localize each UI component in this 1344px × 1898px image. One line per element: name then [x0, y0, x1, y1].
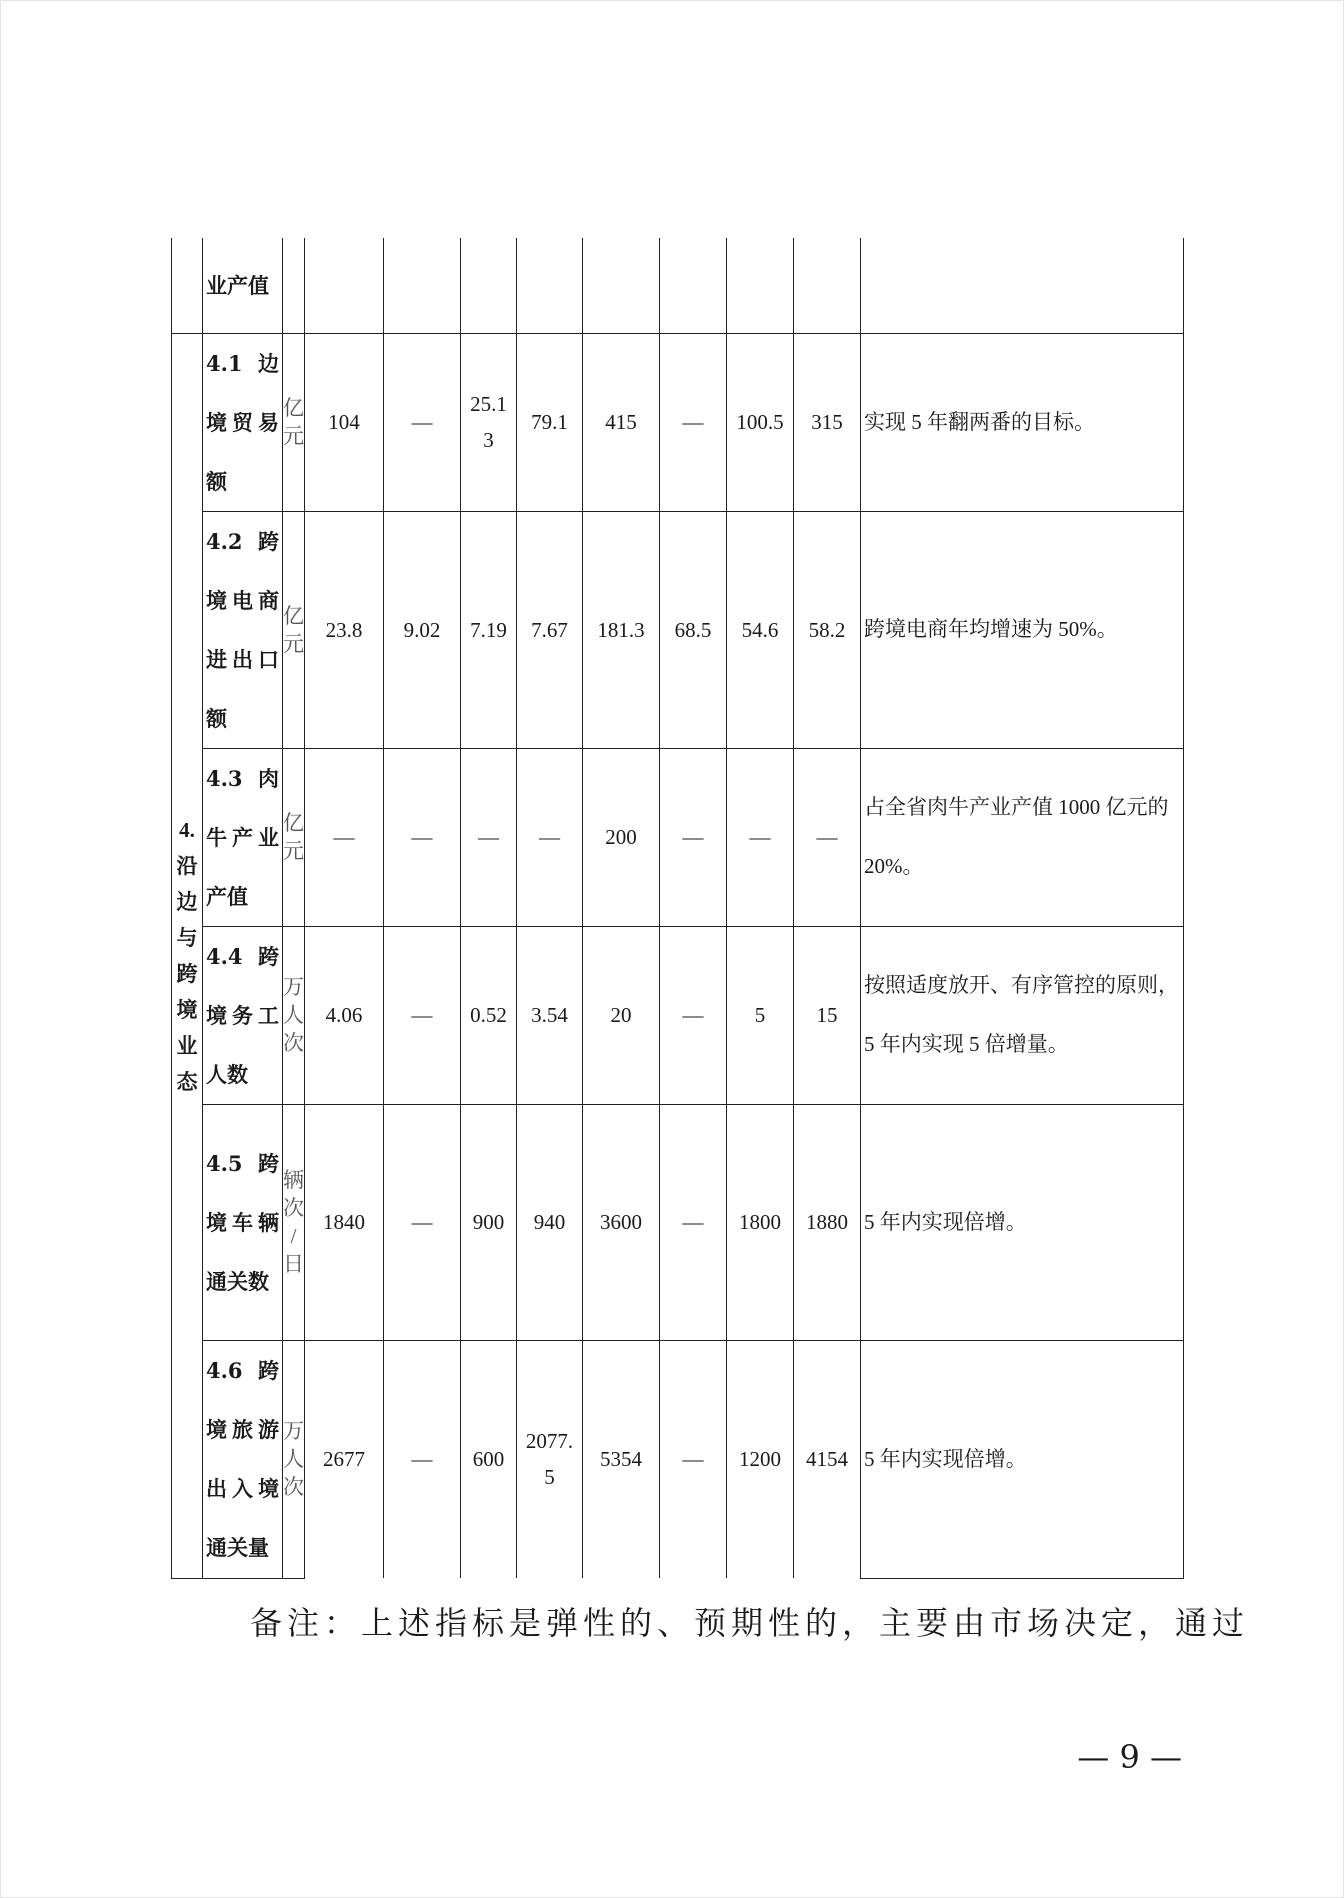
value-text: 7.19 [470, 617, 507, 642]
value-cell [384, 748, 461, 926]
value-cell [384, 511, 461, 748]
value-cell [461, 748, 517, 926]
value-text: 23.8 [325, 617, 363, 642]
unit-cell [283, 1340, 305, 1578]
value-text: 7.67 [531, 617, 568, 642]
value-cell [583, 511, 660, 748]
indicator-name-cell [203, 1340, 283, 1578]
category-label-char: 业 [176, 1033, 198, 1058]
unit-cell [283, 748, 305, 926]
unit-char: 万 [283, 1419, 304, 1443]
value-cell [794, 511, 861, 748]
indicator-name-cell [203, 511, 283, 748]
category-cell-continued [172, 238, 203, 333]
note-cell: 按照适度放开、有序管控的原则，5 年内实现 5 倍增量。 [861, 926, 1184, 1104]
value-text: 20 [610, 1003, 632, 1027]
note-cell: 5 年内实现倍增。 [861, 1340, 1184, 1578]
value-cell [461, 926, 517, 1104]
value-cell [660, 511, 727, 748]
value-text: — [682, 1003, 704, 1027]
category-cell [172, 333, 203, 1578]
value-text: 3.54 [531, 1003, 568, 1027]
value-text: — [478, 825, 499, 849]
value-cell [305, 511, 384, 748]
indicator-name: 4.5 跨境车辆通关数 [206, 1150, 279, 1294]
table-row [172, 333, 1184, 511]
unit-char: 亿 [283, 396, 304, 420]
value-text: 1840 [323, 1210, 365, 1234]
value-text: 2677 [323, 1447, 365, 1472]
value-cell [794, 333, 861, 511]
indicator-name: 4.6 跨境旅游出入境通关量 [206, 1358, 279, 1560]
indicator-name-cell [203, 748, 283, 926]
note-cell: 实现 5 年翻两番的目标。 [861, 333, 1184, 511]
category-label-char: 边 [176, 889, 198, 914]
value-text: 900 [472, 1210, 505, 1234]
value-cell [794, 1340, 861, 1578]
value-text: — [682, 1210, 704, 1234]
value-cell [517, 333, 583, 511]
value-text: — [411, 1210, 433, 1234]
table-row [172, 1340, 1184, 1578]
value-cell [461, 511, 517, 748]
unit-char: 元 [283, 839, 304, 863]
value-cell [660, 926, 727, 1104]
value-text: — [682, 410, 704, 434]
value-cell [660, 333, 727, 511]
value-cell [583, 748, 660, 926]
value-text: 5 [754, 1003, 766, 1027]
value-cell [583, 926, 660, 1104]
value-cell [794, 1104, 861, 1340]
value-text: 3600 [600, 1210, 642, 1234]
indicator-name: 4.2 跨境电商进出口额 [206, 528, 279, 731]
value-text: 1800 [739, 1210, 781, 1234]
table-row [172, 926, 1184, 1104]
value-cell [384, 1104, 461, 1340]
value-text: 315 [811, 410, 843, 434]
value-text: 181.3 [597, 617, 645, 642]
value-text: — [749, 825, 771, 849]
value-cell [727, 1340, 794, 1578]
category-label-char: 境 [176, 997, 198, 1022]
value-cell [583, 1340, 660, 1578]
value-text: 940 [533, 1210, 566, 1234]
value-cell [727, 1104, 794, 1340]
value-cell [794, 926, 861, 1104]
value-cell [384, 1340, 461, 1578]
value-cell [517, 511, 583, 748]
indicator-name: 4.4 跨境务工人数 [206, 943, 279, 1087]
value-text: — [682, 825, 704, 849]
value-text: 200 [605, 825, 637, 849]
unit-char: 人 [283, 1003, 304, 1027]
unit-char: 辆 [283, 1168, 304, 1192]
indicator-name-cell [203, 1104, 283, 1340]
value-text: 2077.5 [525, 1429, 574, 1490]
unit-char: 人 [283, 1447, 304, 1471]
table-row [172, 748, 1184, 926]
value-cell [305, 333, 384, 511]
value-text: 415 [605, 410, 637, 434]
value-cell [794, 748, 861, 926]
table-row [172, 511, 1184, 748]
indicator-name-cell [203, 333, 283, 511]
value-text: — [411, 1003, 433, 1027]
value-text: 54.6 [741, 617, 779, 642]
value-cell [461, 333, 517, 511]
value-cell [727, 926, 794, 1104]
unit-char: 亿 [283, 811, 304, 835]
value-cell [660, 748, 727, 926]
value-cell [583, 1104, 660, 1340]
value-cell [305, 926, 384, 1104]
value-text: 104 [328, 410, 360, 434]
unit-cell [283, 333, 305, 511]
value-cell [517, 748, 583, 926]
value-text: — [411, 410, 433, 434]
value-cell [461, 1340, 517, 1578]
value-text: 0.52 [470, 1003, 507, 1027]
table-row-continued [172, 238, 1184, 333]
value-cell [727, 511, 794, 748]
value-text: — [333, 825, 355, 849]
value-cell [305, 1340, 384, 1578]
value-text: — [539, 825, 560, 849]
unit-char: 次 [283, 1475, 304, 1499]
value-cell [660, 1104, 727, 1340]
unit-char: 元 [283, 631, 304, 656]
unit-cell [283, 926, 305, 1104]
indicator-rows [172, 333, 1184, 1578]
remark-text: 备注：上述指标是弹性的、预期性的，主要由市场决定，通过 [250, 1604, 1250, 1642]
category-label-char: 与 [176, 925, 198, 950]
value-text: 25.13 [470, 392, 507, 452]
indicator-table [171, 238, 1184, 1579]
value-cell [384, 333, 461, 511]
value-text: 1880 [806, 1210, 848, 1234]
value-text: — [682, 1447, 704, 1472]
indicator-name-cell: 业产值 [203, 238, 283, 333]
table-row [172, 1104, 1184, 1340]
note-cell: 5 年内实现倍增。 [861, 1104, 1184, 1340]
value-cell [727, 748, 794, 926]
value-text: 100.5 [736, 410, 784, 434]
value-text: — [816, 825, 838, 849]
category-label-char: 4. [179, 817, 195, 842]
value-text: — [411, 1447, 433, 1472]
value-cell [461, 1104, 517, 1340]
value-cell [517, 1340, 583, 1578]
value-text: 15 [816, 1003, 838, 1027]
value-cell [517, 1104, 583, 1340]
value-text: 1200 [739, 1447, 781, 1472]
value-text: 600 [472, 1447, 505, 1472]
value-text: 68.5 [674, 617, 712, 642]
indicator-name: 4.3 肉牛产业产值 [206, 765, 279, 909]
unit-cell [283, 1104, 305, 1340]
unit-char: 日 [283, 1252, 304, 1276]
unit-char: 万 [283, 975, 304, 999]
unit-char: 元 [283, 424, 304, 448]
indicator-name: 4.1 边境贸易额 [206, 350, 279, 494]
value-cell [517, 926, 583, 1104]
unit-char: 亿 [283, 603, 304, 628]
value-cell [384, 926, 461, 1104]
value-cell [305, 1104, 384, 1340]
value-cell [583, 333, 660, 511]
value-cell [727, 333, 794, 511]
indicator-name-cell [203, 926, 283, 1104]
category-label-char: 态 [176, 1069, 198, 1094]
value-text: 79.1 [531, 410, 568, 434]
unit-char: / [290, 1224, 297, 1248]
value-cell [305, 748, 384, 926]
note-cell: 占全省肉牛产业产值 1000 亿元的 20%。 [861, 748, 1184, 926]
unit-char: 次 [283, 1031, 304, 1055]
category-label-char: 跨 [176, 961, 198, 986]
value-text: 58.2 [808, 617, 846, 642]
value-text: 9.02 [403, 617, 441, 642]
value-text: 5354 [600, 1447, 642, 1472]
value-cell [660, 1340, 727, 1578]
value-text: 4.06 [325, 1003, 363, 1027]
unit-cell [283, 511, 305, 748]
value-text: — [411, 825, 433, 849]
page-number: — 9 — [1077, 1738, 1182, 1776]
note-cell: 跨境电商年均增速为 50%。 [861, 511, 1184, 748]
value-text: 4154 [806, 1447, 848, 1472]
unit-char: 次 [283, 1196, 304, 1220]
category-label-char: 沿 [176, 853, 198, 878]
